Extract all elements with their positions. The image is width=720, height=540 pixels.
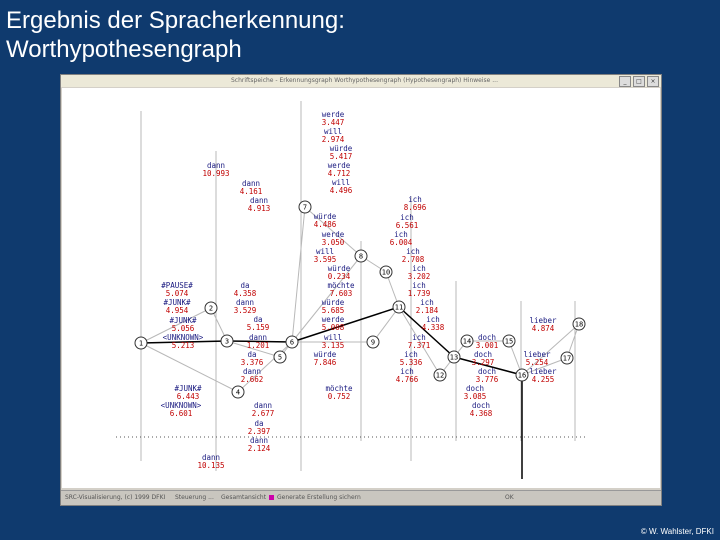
graph-node[interactable]: [274, 351, 286, 363]
word-label: #JUNK#: [174, 384, 202, 393]
word-label: dann: [249, 196, 269, 205]
word-score: 4.913: [247, 204, 271, 213]
graph-edge: [292, 207, 305, 342]
word-score: 4.486: [313, 220, 337, 229]
word-score: 2.708: [401, 255, 425, 264]
word-label: würde: [313, 350, 337, 359]
node-label: 9: [370, 338, 376, 347]
word-label: #JUNK#: [169, 316, 197, 325]
status-bar: [61, 490, 661, 505]
graph-node[interactable]: [299, 201, 311, 213]
word-score: 4.161: [239, 187, 263, 196]
graph-node[interactable]: [205, 302, 217, 314]
word-label: dann: [235, 298, 255, 307]
word-label: lieber: [529, 316, 557, 325]
word-label: doch: [465, 384, 485, 393]
word-score: 3.529: [233, 306, 257, 315]
word-label: #JUNK#: [163, 298, 191, 307]
word-label: würde: [313, 212, 337, 221]
word-score: 1.739: [407, 289, 431, 298]
word-label: lieber: [529, 367, 557, 376]
overview-button[interactable]: Gesamtansicht: [221, 494, 267, 501]
word-score: 7.846: [313, 358, 337, 367]
word-label: würde: [327, 264, 351, 273]
word-score: 2.677: [251, 409, 275, 418]
word-label: ich: [412, 281, 426, 290]
node-label: 1: [138, 339, 144, 348]
side-panel: [588, 88, 660, 488]
word-score: 2.124: [247, 444, 271, 453]
graph-node[interactable]: [367, 336, 379, 348]
word-label: da: [240, 281, 250, 290]
word-score: 4.954: [165, 306, 189, 315]
status-field[interactable]: Steuerung ...: [175, 494, 214, 501]
node-label: 16: [517, 371, 527, 380]
node-label: 13: [449, 353, 459, 362]
node-label: 18: [574, 320, 584, 329]
graph-canvas: [62, 88, 588, 488]
word-score: 10.993: [202, 169, 230, 178]
word-label: will: [323, 333, 343, 342]
node-label: 8: [358, 252, 364, 261]
maximize-icon[interactable]: □: [633, 76, 645, 87]
word-label: werde: [321, 110, 345, 119]
word-score: 3.202: [407, 272, 431, 281]
word-label: da: [247, 350, 257, 359]
word-score: 3.050: [321, 238, 345, 247]
word-label: will: [315, 247, 335, 256]
word-score: 6.561: [395, 221, 419, 230]
word-label: da: [254, 419, 264, 428]
word-label: ich: [394, 230, 408, 239]
graph-node[interactable]: [434, 369, 446, 381]
word-label: doch: [471, 401, 491, 410]
graph-node[interactable]: [448, 351, 460, 363]
word-score: 3.447: [321, 118, 345, 127]
word-score: 5.213: [171, 341, 195, 350]
word-label: <UNKNOWN>: [162, 333, 204, 342]
ok-button[interactable]: OK: [505, 494, 514, 501]
word-score: 8.696: [403, 203, 427, 212]
graph-node[interactable]: [516, 369, 528, 381]
word-score: 5.008: [321, 323, 345, 332]
word-score: 5.685: [321, 306, 345, 315]
word-label: würde: [321, 298, 345, 307]
graph-node[interactable]: [561, 352, 573, 364]
word-label: dann: [253, 401, 273, 410]
word-label: ich: [426, 315, 440, 324]
generate-button[interactable]: [269, 494, 305, 501]
word-label: ich: [406, 247, 420, 256]
word-label: <UNKNOWN>: [160, 401, 202, 410]
word-label: möchte: [327, 281, 355, 290]
word-score: 5.159: [246, 323, 270, 332]
word-score: 5.056: [171, 324, 195, 333]
graph-node[interactable]: [221, 335, 233, 347]
node-label: 5: [277, 353, 283, 362]
graph-node[interactable]: [135, 337, 147, 349]
word-score: 4.338: [421, 323, 445, 332]
word-score: 7.371: [407, 341, 431, 350]
word-label: möchte: [325, 384, 353, 393]
window-titlebar: [61, 75, 661, 87]
word-label: da: [253, 315, 263, 324]
word-score: 1.201: [246, 341, 270, 350]
save-button[interactable]: Erstellung sichern: [307, 494, 361, 501]
word-score: 0.752: [327, 392, 351, 401]
word-score: 5.336: [399, 358, 423, 367]
node-label: 11: [394, 303, 404, 312]
slide-title-line2: Worthypothesengraph: [6, 36, 242, 63]
word-label: ich: [408, 195, 422, 204]
graph-node[interactable]: [573, 318, 585, 330]
node-label: 2: [208, 304, 214, 313]
close-icon[interactable]: ×: [647, 76, 659, 87]
word-score: 4.496: [329, 186, 353, 195]
status-text: SRC-Visualisierung, (c) 1999 DFKI: [65, 494, 166, 501]
word-hypothesis-graph: [62, 88, 588, 488]
word-score: 3.595: [313, 255, 337, 264]
word-score: 3.297: [471, 358, 495, 367]
word-score: 3.001: [475, 341, 499, 350]
word-score: 6.004: [389, 238, 413, 247]
word-score: 2.974: [321, 135, 345, 144]
node-label: 4: [235, 388, 241, 397]
word-score: 4.368: [469, 409, 493, 418]
node-label: 10: [381, 268, 391, 277]
generate-label: Generate: [277, 494, 306, 501]
word-score: 5.417: [329, 152, 353, 161]
word-label: dann: [249, 436, 269, 445]
word-label: doch: [477, 333, 497, 342]
node-label: 6: [289, 338, 295, 347]
slide-title-line1: Ergebnis der Spracherkennung:: [6, 7, 345, 34]
word-label: ich: [412, 264, 426, 273]
word-label: #PAUSE#: [161, 281, 193, 290]
node-label: 17: [562, 354, 572, 363]
word-score: 4.712: [327, 169, 351, 178]
minimize-icon[interactable]: _: [619, 76, 631, 87]
word-score: 4.358: [233, 289, 257, 298]
word-label: ich: [420, 298, 434, 307]
graph-node[interactable]: [393, 301, 405, 313]
word-score: 0.234: [327, 272, 351, 281]
word-score: 6.601: [169, 409, 193, 418]
word-label: dann: [248, 333, 268, 342]
node-label: 14: [462, 337, 472, 346]
graph-node[interactable]: [461, 335, 473, 347]
copyright-notice: © W. Wahlster, DFKI: [640, 527, 714, 536]
word-label: dann: [206, 161, 226, 170]
word-label: lieber: [523, 350, 551, 359]
node-label: 7: [302, 203, 308, 212]
word-score: 4.874: [531, 324, 555, 333]
graph-node[interactable]: [355, 250, 367, 262]
graph-node[interactable]: [503, 335, 515, 347]
slide-title: [6, 6, 345, 64]
word-label: doch: [473, 350, 493, 359]
word-label: dann: [201, 453, 221, 462]
word-score: 2.397: [247, 427, 271, 436]
node-label: 12: [435, 371, 445, 380]
graph-guides: [138, 101, 575, 471]
app-window: [60, 74, 662, 506]
word-label: werde: [321, 230, 345, 239]
graph-edge: [373, 307, 399, 342]
word-score: 5.074: [165, 289, 189, 298]
word-label: doch: [477, 367, 497, 376]
word-label: dann: [242, 367, 262, 376]
word-label: werde: [327, 161, 351, 170]
word-score: 3.085: [463, 392, 487, 401]
word-label: will: [323, 127, 343, 136]
best-path-edge: [292, 307, 399, 342]
word-label: dann: [241, 179, 261, 188]
node-label: 15: [504, 337, 514, 346]
graph-node[interactable]: [380, 266, 392, 278]
word-label: ich: [400, 367, 414, 376]
word-label: würde: [329, 144, 353, 153]
word-score: 7.603: [329, 289, 353, 298]
word-score: 4.766: [395, 375, 419, 384]
word-label: werde: [321, 315, 345, 324]
word-score: 3.135: [321, 341, 345, 350]
word-score: 2.662: [240, 375, 264, 384]
word-score: 10.135: [197, 461, 225, 470]
word-score: 3.776: [475, 375, 499, 384]
word-label: ich: [404, 350, 418, 359]
word-label: will: [331, 178, 351, 187]
word-score: 4.255: [531, 375, 555, 384]
word-score: 2.184: [415, 306, 439, 315]
window-title: Schriftspeiche - Erkennungsgraph Worthypothesengraph (Hypothesengraph) Hinweise ...: [231, 77, 498, 84]
graph-node[interactable]: [232, 386, 244, 398]
word-score: 6.443: [176, 392, 200, 401]
node-label: 3: [224, 337, 230, 346]
graph-node[interactable]: [286, 336, 298, 348]
word-score: 5.254: [525, 358, 549, 367]
word-label: ich: [412, 333, 426, 342]
word-label: ich: [400, 213, 414, 222]
word-score: 3.376: [240, 358, 264, 367]
